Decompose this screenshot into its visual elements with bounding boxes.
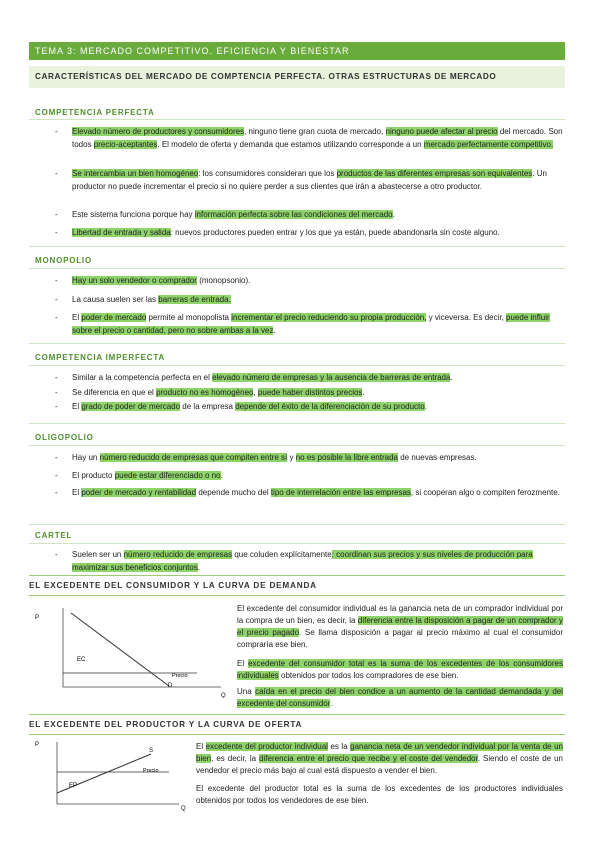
highlighted-text: diferencia entre la disposición a pagar de un comprador y el precio pagado <box>237 616 563 637</box>
divider <box>29 246 565 247</box>
text-segment: , <box>253 388 258 397</box>
divider <box>29 543 565 544</box>
item-text <box>72 294 565 307</box>
text-segment: Una <box>237 687 256 696</box>
graph-label-s: S <box>149 748 154 754</box>
highlighted-text: tipo de interrelación entre las empresas <box>270 488 411 497</box>
paragraph <box>196 783 563 807</box>
text-segment: de la empresa <box>180 402 236 411</box>
text-segment: : los consumidores consideran que los <box>198 169 337 178</box>
text-segment: El excedente del productor total es la suma de los excedentes de los productores individuales obtenidos por todos los vendedores de ese bien. <box>196 784 563 805</box>
item-text <box>72 452 565 465</box>
text-segment: . <box>220 471 223 480</box>
text-segment: . Un productor no puede incrementar el precio si no quiere perder a sus clientes que irán a abastecerse a otro productor. <box>72 169 547 191</box>
divider <box>29 268 565 269</box>
highlighted-text: grado de poder de mercado <box>81 402 181 411</box>
text-segment: El <box>72 402 82 411</box>
text-segment: de nuevas empresas. <box>398 453 477 462</box>
item-text <box>72 209 565 222</box>
text-segment: . <box>392 210 395 219</box>
heading-cartel: CARTEL <box>35 531 73 540</box>
graph-label-p: P <box>35 615 40 621</box>
divider <box>29 445 565 446</box>
heading-monopolio: MONOPOLIO <box>35 256 92 265</box>
text-segment: Se diferencia en que el <box>72 388 157 397</box>
item-text <box>72 372 565 385</box>
item-text <box>72 470 565 483</box>
item-text <box>72 227 565 240</box>
text-segment: Similar a la competencia perfecta en el <box>72 373 213 382</box>
item-text <box>72 168 565 193</box>
highlighted-text: poder de mercado y rentabilidad <box>81 488 197 497</box>
highlighted-text: Libertad de entrada y salida <box>72 228 171 237</box>
heading-competencia-perfecta: COMPETENCIA PERFECTA <box>35 108 155 117</box>
paragraph <box>237 658 563 682</box>
highlighted-text: incrementar el precio reduciendo su propia producción, <box>231 313 427 322</box>
text-segment: . <box>329 699 333 708</box>
highlighted-text: ninguno puede afectar al precio <box>385 127 498 136</box>
highlighted-text: puede estar diferenciado o no <box>114 471 221 480</box>
heading-excedente-consumidor: EL EXCEDENTE DEL CONSUMIDOR Y LA CURVA DE DEMANDA <box>29 581 317 590</box>
text-segment: . <box>362 388 365 397</box>
item-text <box>72 312 565 337</box>
highlighted-text: productos de las diferentes empresas son equivalentes <box>336 169 533 178</box>
heading-excedente-productor: EL EXCEDENTE DEL PRODUCTOR Y LA CURVA DE OFERTA <box>29 720 303 729</box>
text-segment: es la <box>327 742 351 751</box>
highlighted-text: precio-aceptantes <box>93 139 158 149</box>
divider <box>29 734 565 735</box>
text-segment: . El modelo de oferta y demanda que estamos utilizando corresponde a un <box>157 139 424 149</box>
text-segment: . <box>273 325 276 335</box>
highlighted-text: puede haber distintos precios <box>257 388 363 397</box>
text-segment: El <box>196 742 206 751</box>
heading-oligopolio: OLIGOPOLIO <box>35 433 94 442</box>
highlighted-text: : coordinan sus precios y sus niveles de producción para maximizar sus beneficios conjuntos <box>72 550 533 572</box>
text-segment: El <box>72 488 82 497</box>
highlighted-text: diferencia entre el precio que recibe y el coste del vendedor <box>259 754 478 763</box>
highlighted-text: Elevado número de productores y consumidores <box>72 127 245 136</box>
text-segment: , ninguno tiene gran cuota de mercado, <box>244 127 386 136</box>
text-segment: . <box>424 402 427 411</box>
highlighted-text: excedente del consumidor total es la suma de los excedentes de los consumidores individuales <box>237 659 563 680</box>
item-text <box>72 387 565 400</box>
consumer-surplus-graph <box>29 603 234 698</box>
highlighted-text: caída en el precio del bien condice a un aumento de la cantidad demandada y del excedente del consumidor <box>237 687 563 708</box>
graph-label-precio: Precio <box>143 768 159 774</box>
highlighted-text: poder de mercado <box>81 313 147 322</box>
graph-label-ep: EP <box>69 783 78 789</box>
divider <box>29 575 565 576</box>
text-segment: y <box>287 453 296 462</box>
text-segment: . Se llama disposición a pagar al precio máximo al cual el consumidor compraría ese bien. <box>237 628 563 649</box>
text-segment: El excedente del consumidor individual es la ganancia neta de un comprador individual por la compra de un bien, es decir, la <box>237 604 563 625</box>
graph-label-d: D <box>168 683 173 689</box>
divider <box>29 714 565 715</box>
highlighted-text: producto no es homogéneo <box>156 388 254 397</box>
text-segment: y viceversa. Es decir, <box>426 313 507 322</box>
item-text <box>72 549 565 574</box>
text-segment: del mercado. Son todos <box>72 127 563 149</box>
highlighted-text: número reducido de empresas <box>123 550 233 559</box>
graph-label-q: Q <box>181 806 186 812</box>
graph-label-ec: EC <box>77 657 86 663</box>
text-segment: La causa suelen ser las <box>72 295 159 304</box>
highlighted-text: mercado perfectamente competitivo. <box>423 139 554 149</box>
text-segment: El <box>237 659 249 668</box>
heading-competencia-imperfecta: COMPETENCIA IMPERFECTA <box>35 353 166 362</box>
topic-banner: TEMA 3: MERCADO COMPETITIVO. EFICIENCIA Y BIENESTAR <box>29 42 565 60</box>
divider <box>29 423 565 424</box>
highlighted-text: Hay un solo vendedor o comprador <box>72 276 197 285</box>
highlighted-text: información perfecta sobre las condiciones del mercado <box>194 210 393 219</box>
item-text <box>72 487 565 500</box>
producer-surplus-graph <box>29 738 194 813</box>
text-segment: depende mucho del <box>196 488 271 497</box>
text-segment: Suelen ser un <box>72 550 124 559</box>
section-subtitle: CARACTERÍSTICAS DEL MERCADO DE COMPTENCIA PERFECTA. OTRAS ESTRUCTURAS DE MERCADO <box>29 66 565 88</box>
text-segment: : nuevos productores pueden entrar y los que ya están, puede abandonarla sin coste alguno. <box>170 228 500 237</box>
divider <box>29 595 565 596</box>
demand-curve <box>71 613 169 686</box>
text-segment: Hay un <box>72 453 100 462</box>
highlighted-text: Se intercambia un bien homogéneo <box>72 169 199 178</box>
divider <box>29 524 565 525</box>
text-segment: que coluden explícitamente <box>232 550 332 559</box>
text-segment: . <box>197 562 201 572</box>
item-text <box>72 401 565 414</box>
highlighted-text: puede influir sobre el precio o cantidad, pero no sobre ambas a la vez <box>72 313 550 335</box>
highlighted-text: elevado número de empresas y la ausencia de barreras de entrada <box>212 373 451 382</box>
text-segment: , es decir, la <box>211 754 260 763</box>
graph-label-p: P <box>35 742 40 748</box>
text-segment: . Siendo el coste de un vendedor el precio más bajo al cual está dispuesto a vender el bien. <box>196 754 564 775</box>
text-segment: El <box>72 313 82 322</box>
item-text <box>72 126 565 151</box>
item-text <box>72 275 565 288</box>
divider <box>29 343 565 344</box>
paragraph <box>237 686 563 710</box>
text-segment: permite al monopolista <box>146 313 232 322</box>
text-segment: , si cooperan algo o compiten ferozmente. <box>410 488 560 497</box>
graph-label-precio: Precio <box>172 673 188 679</box>
divider <box>29 119 565 120</box>
paragraph <box>237 603 563 651</box>
text-segment: obtenidos por todos los compradores de ese bien. <box>278 671 459 680</box>
highlighted-text: número reducido de empresas que compiten entre sí <box>99 453 288 462</box>
highlighted-text: barreras de entrada. <box>158 295 231 304</box>
text-segment: (monopsonio). <box>196 276 251 285</box>
highlighted-text: depende del éxito de la diferenciación de su producto <box>235 402 425 411</box>
text-segment: . <box>450 373 453 382</box>
paragraph <box>196 741 563 777</box>
graph-label-q: Q <box>221 693 226 698</box>
text-segment: Este sistema funciona porque hay <box>72 210 195 219</box>
text-segment: El producto <box>72 471 115 480</box>
divider <box>29 365 565 366</box>
highlighted-text: no es posible la libre entrada <box>295 453 398 462</box>
highlighted-text: excedente del productor individual <box>205 742 328 751</box>
highlighted-text: ganancia neta de un vendedor individual por la venta de un bien <box>196 742 564 763</box>
